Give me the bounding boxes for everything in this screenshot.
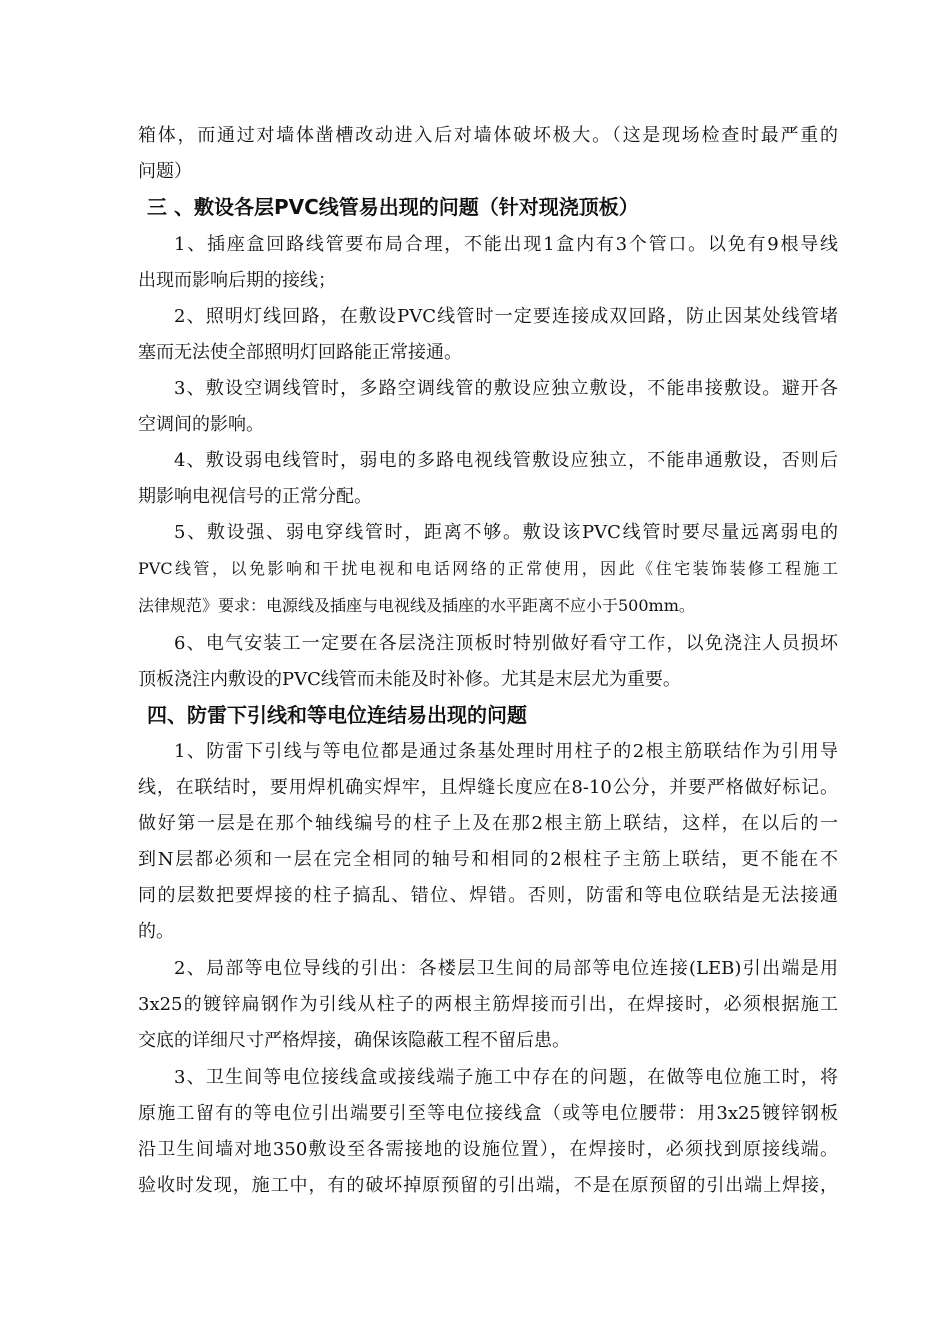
paragraph-line: 3x25的镀锌扁钢作为引线从柱子的两根主筋焊接而引出，在焊接时，必须根据施工 (138, 994, 838, 1015)
paragraph-line: 原施工留有的等电位引出端要引至等电位接线盒（或等电位腰带：用3x25镀锌钢板 (138, 1103, 838, 1124)
paragraph-line: 法律规范》要求：电源线及插座与电视线及插座的水平距离不应小于500mm。 (138, 596, 695, 615)
section-heading-3: 三 、敷设各层PVC线管易出现的问题（针对现浇顶板） (147, 195, 639, 219)
paragraph-line: 验收时发现，施工中，有的破坏掉原预留的引出端，不是在原预留的引出端上焊接， (138, 1175, 838, 1196)
paragraph-line: 5、敷设强、弱电穿线管时，距离不够。敷设该PVC线管时要尽量远离弱电的 (174, 522, 838, 543)
paragraph-line: 空调间的影响。 (138, 414, 264, 435)
paragraph-line: 顶板浇注内敷设的PVC线管而未能及时补修。尤其是末层尤为重要。 (138, 669, 681, 690)
paragraph-line: 期影响电视信号的正常分配。 (138, 486, 372, 507)
paragraph-line: 2、局部等电位导线的引出：各楼层卫生间的局部等电位连接(LEB)引出端是用 (174, 958, 838, 979)
paragraph-line: 4、敷设弱电线管时，弱电的多路电视线管敷设应独立，不能串通敷设，否则后 (174, 450, 838, 471)
paragraph-line: 问题） (138, 161, 192, 182)
paragraph-line: PVC线管，以免影响和干扰电视和电话网络的正常使用，因此《住宅装饰装修工程施工 (138, 559, 838, 578)
paragraph-line: 交底的详细尺寸严格焊接，确保该隐蔽工程不留后患。 (138, 1030, 570, 1051)
paragraph-line: 到N层都必须和一层在完全相同的轴号和相同的2根柱子主筋上联结，更不能在不 (138, 849, 838, 870)
paragraph-line: 沿卫生间墙对地350敷设至各需接地的设施位置），在焊接时，必须找到原接线端。 (138, 1139, 838, 1160)
section-heading-4: 四、防雷下引线和等电位连结易出现的问题 (147, 703, 527, 727)
paragraph-line: 的。 (138, 921, 174, 942)
paragraph-line: 做好第一层是在那个轴线编号的柱子上及在那2根主筋上联结，这样，在以后的一 (138, 813, 838, 834)
paragraph-line: 同的层数把要焊接的柱子搞乱、错位、焊错。否则，防雷和等电位联结是无法接通 (138, 885, 838, 906)
paragraph-line: 1、防雷下引线与等电位都是通过条基处理时用柱子的2根主筋联结作为引用导 (174, 741, 838, 762)
paragraph-line: 6、电气安装工一定要在各层浇注顶板时特别做好看守工作，以免浇注人员损坏 (174, 633, 838, 654)
paragraph-line: 塞而无法使全部照明灯回路能正常接通。 (138, 342, 462, 363)
paragraph-line: 2、照明灯线回路，在敷设PVC线管时一定要连接成双回路，防止因某处线管堵 (174, 306, 838, 327)
paragraph-line: 线，在联结时，要用焊机确实焊牢，且焊缝长度应在8-10公分，并要严格做好标记。 (138, 777, 838, 798)
paragraph-line: 出现而影响后期的接线； (138, 270, 336, 291)
paragraph-line: 3、卫生间等电位接线盒或接线端子施工中存在的问题，在做等电位施工时，将 (174, 1067, 838, 1088)
paragraph-line: 3、敷设空调线管时，多路空调线管的敷设应独立敷设，不能串接敷设。避开各 (174, 378, 838, 399)
paragraph-line: 箱体，而通过对墙体凿槽改动进入后对墙体破坏极大。（这是现场检查时最严重的 (138, 125, 838, 146)
paragraph-line: 1、插座盒回路线管要布局合理，不能出现1盒内有3个管口。以免有9根导线 (174, 234, 838, 255)
